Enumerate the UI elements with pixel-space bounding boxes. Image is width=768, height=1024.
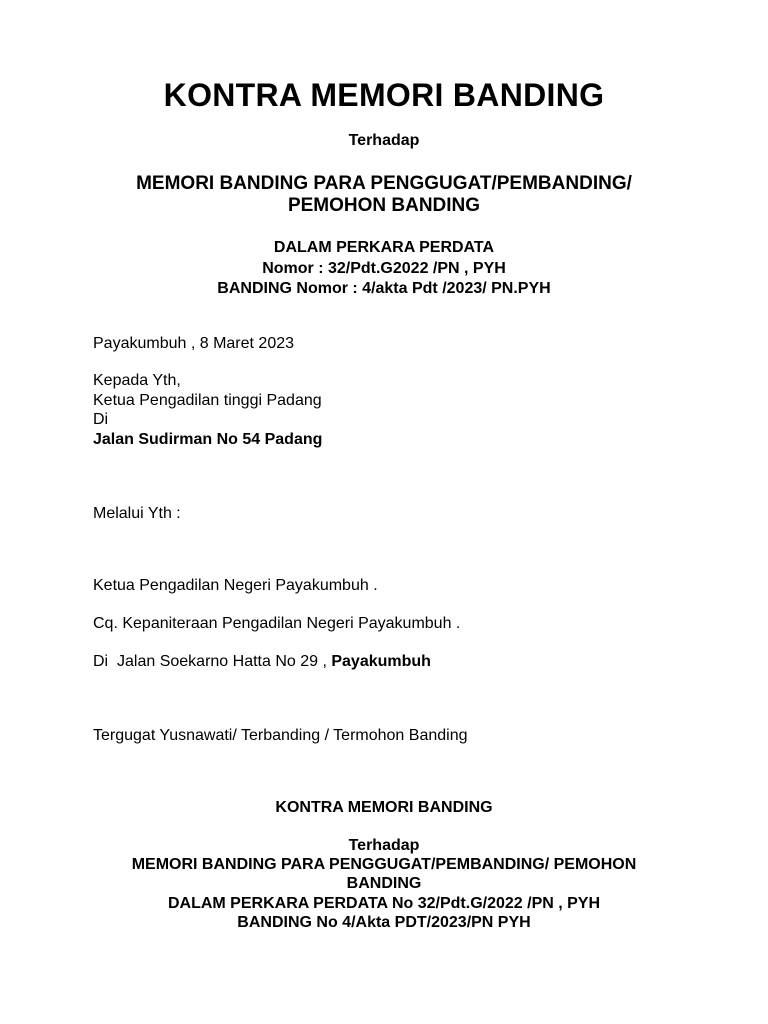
section-memori-line1: MEMORI BANDING PARA PENGGUGAT/PEMBANDING/ PEMOHON [131,856,637,873]
section-case-line: DALAM PERKARA PERDATA No 32/Pdt.G/2022 /PN , PYH [167,895,601,912]
via-address-prefix: Di Jalan Soekarno Hatta No 29 , [93,653,332,670]
at-label: Di [93,411,109,428]
section-appeal-line: BANDING No 4/Akta PDT/2023/PN PYH [237,914,531,931]
against-label: Terhadap [348,132,420,149]
via-cq: Cq. Kepaniteraan Pengadilan Negeri Payakumbuh . [93,615,461,632]
document-title: KONTRA MEMORI BANDING [163,77,605,113]
appeal-number: BANDING Nomor : 4/akta Pdt /2023/ PN.PYH [217,280,551,297]
recipient: Ketua Pengadilan tinggi Padang [93,392,322,409]
memori-heading-line2: PEMOHON BANDING [287,195,481,216]
via-address [93,652,431,672]
memori-heading-line1: MEMORI BANDING PARA PENGGUGAT/PEMBANDING/ [136,173,632,194]
party-line: Tergugat Yusnawati/ Terbanding / Termohon Banding [93,727,468,744]
via-recipient: Ketua Pengadilan Negeri Payakumbuh . [93,577,378,594]
place-date: Payakumbuh , 8 Maret 2023 [93,335,295,352]
section-memori-line2: BANDING [346,875,422,892]
via-label: Melalui Yth : [93,505,181,522]
section-against: Terhadap [348,837,420,854]
recipient-address: Jalan Sudirman No 54 Padang [93,431,323,448]
via-address-city: Payakumbuh [331,653,431,670]
case-type: DALAM PERKARA PERDATA [273,239,495,256]
to-label: Kepada Yth, [93,372,181,389]
section-title: KONTRA MEMORI BANDING [275,799,493,816]
case-number: Nomor : 32/Pdt.G2022 /PN , PYH [262,260,506,277]
